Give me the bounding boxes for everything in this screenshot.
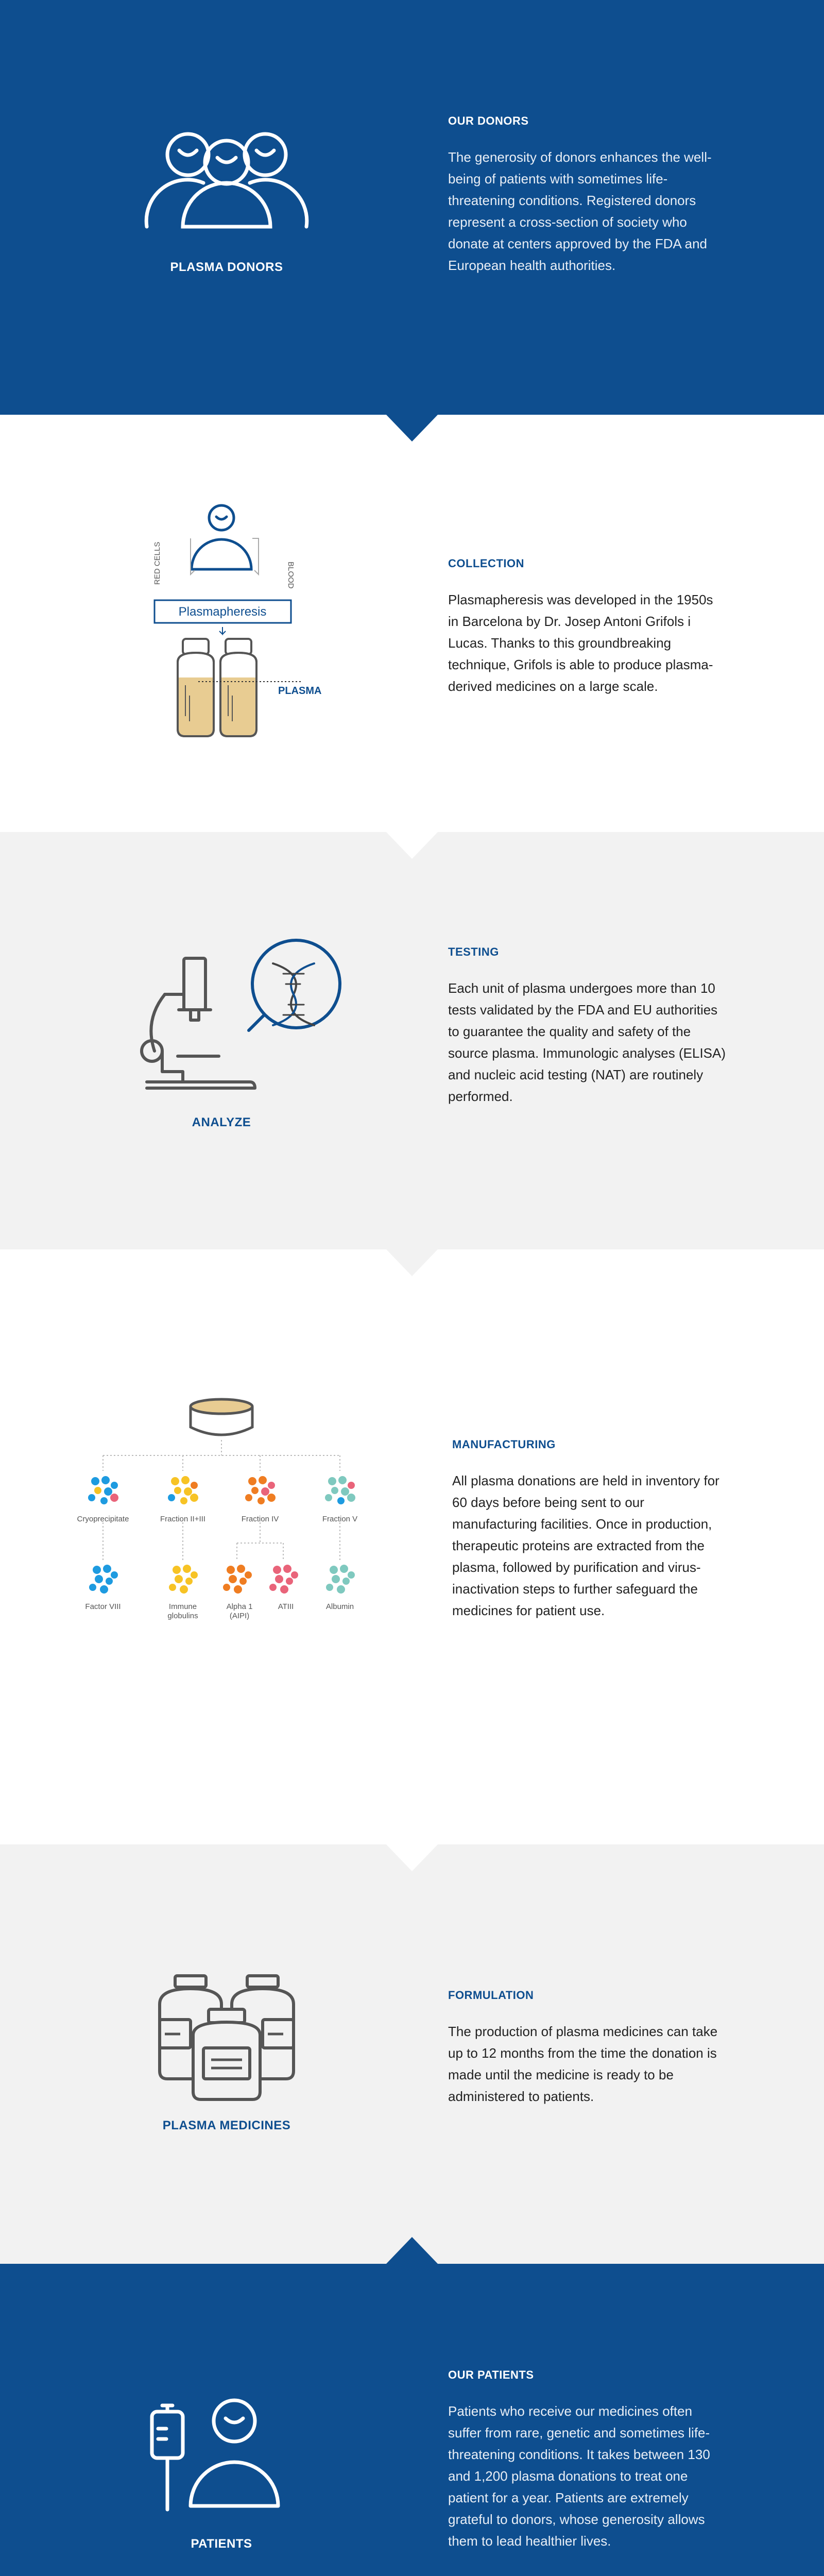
manufacturing-heading: MANUFACTURING (452, 1438, 556, 1451)
label-fraction-iv: Fraction IV (241, 1515, 279, 1523)
factor-viii-dots (89, 1565, 118, 1594)
medicine-bottles-icon (149, 1973, 304, 2107)
label-fraction-ii-iii: Fraction II+III (160, 1515, 205, 1523)
patients-section (0, 2264, 824, 2576)
label-alpha1: Alpha 1 (AIPI) (226, 1602, 253, 1620)
blood-label: BLOOD (286, 562, 295, 589)
donors-caption: PLASMA DONORS (170, 260, 283, 274)
label-immune-globulins: Immune globulins (167, 1602, 198, 1620)
donors-section (0, 0, 824, 415)
formulation-heading: FORMULATION (448, 1989, 534, 2002)
label-atiii: ATIII (278, 1602, 294, 1611)
section-divider-arrow (386, 832, 438, 859)
plasmapheresis-diagram (149, 492, 335, 750)
analyze-caption: ANALYZE (192, 1115, 251, 1129)
section-divider-arrow (386, 1844, 438, 1871)
section-divider-arrow (386, 2237, 438, 2264)
collection-heading: COLLECTION (448, 557, 524, 570)
patients-text: Patients who receive our medicines often suffer from rare, genetic and sometimes life-threatening conditions. It takes between 130 and 1,200 plasma donations to treat one patient for a year. Patients are extremely grateful to donors, whose generosity allows them to lead healthier lives. (448, 2403, 710, 2549)
label-albumin: Albumin (325, 1602, 354, 1611)
plasma-fractionation-diagram (67, 1383, 376, 1692)
formulation-section (0, 1844, 824, 2264)
red-cells-label: RED CELLS (153, 541, 162, 585)
testing-text: Each unit of plasma undergoes more than 10 tests validated by the FDA and EU authorities to guarantee the quality and safety of the source plasma. Immunologic analyses (ELISA) and nucleic acid testing (NAT) are routinely performed. (448, 980, 726, 1104)
three-people-icon (139, 124, 314, 232)
section-divider-arrow (386, 415, 438, 442)
donors-heading: OUR DONORS (448, 114, 529, 127)
label-fraction-v: Fraction V (322, 1515, 358, 1523)
microscope-dna-icon (136, 933, 353, 1103)
immune-globulins-dots (169, 1565, 198, 1594)
formulation-text: The production of plasma medicines can take up to 12 months from the time the donation is made until the medicine is ready to be administered to patients. (448, 2024, 718, 2104)
donors-text: The generosity of donors enhances the well-being of patients with sometimes life-threatening conditions. Registered donors represent a cross-section of society who donate at centers approved by the FDA and European health authorities. (448, 149, 712, 273)
collection-text: Plasmapheresis was developed in the 1950s in Barcelona by Dr. Josep Antoni Grifols i Lucas. Thanks to this groundbreaking technique, Grifols is able to produce plasma-derived medicines on a large scale. (448, 592, 713, 694)
plasma-medicines-caption: PLASMA MEDICINES (162, 2119, 291, 2132)
cryoprecipitate-dots (88, 1476, 118, 1504)
fraction-ii-iii-dots (168, 1476, 198, 1504)
manufacturing-text: All plasma donations are held in inventory for 60 days before being sent to our manufacturing facilities. Once in production, therapeutic proteins are extracted from the plasma, followed by purification and virus-inactivation steps to further safeguard the medicines for patient use. (452, 1473, 719, 1618)
alpha1-dots (223, 1565, 252, 1594)
patient-iv-icon (147, 2398, 291, 2516)
manufacturing-section (0, 1249, 824, 1844)
plasmapheresis-label: Plasmapheresis (178, 605, 267, 619)
collection-section (0, 415, 824, 832)
fraction-v-dots (325, 1476, 355, 1504)
plasma-label: PLASMA (278, 685, 322, 697)
label-cryoprecipitate: Cryoprecipitate (77, 1515, 129, 1523)
patients-caption: PATIENTS (191, 2537, 252, 2551)
section-divider-arrow (386, 1249, 438, 1276)
albumin-dots (326, 1565, 355, 1594)
fraction-iv-dots (245, 1476, 276, 1504)
testing-section (0, 832, 824, 1249)
label-factor-viii: Factor VIII (85, 1602, 121, 1611)
atiii-dots (269, 1565, 298, 1594)
patients-heading: OUR PATIENTS (448, 2368, 534, 2381)
testing-heading: TESTING (448, 945, 499, 958)
